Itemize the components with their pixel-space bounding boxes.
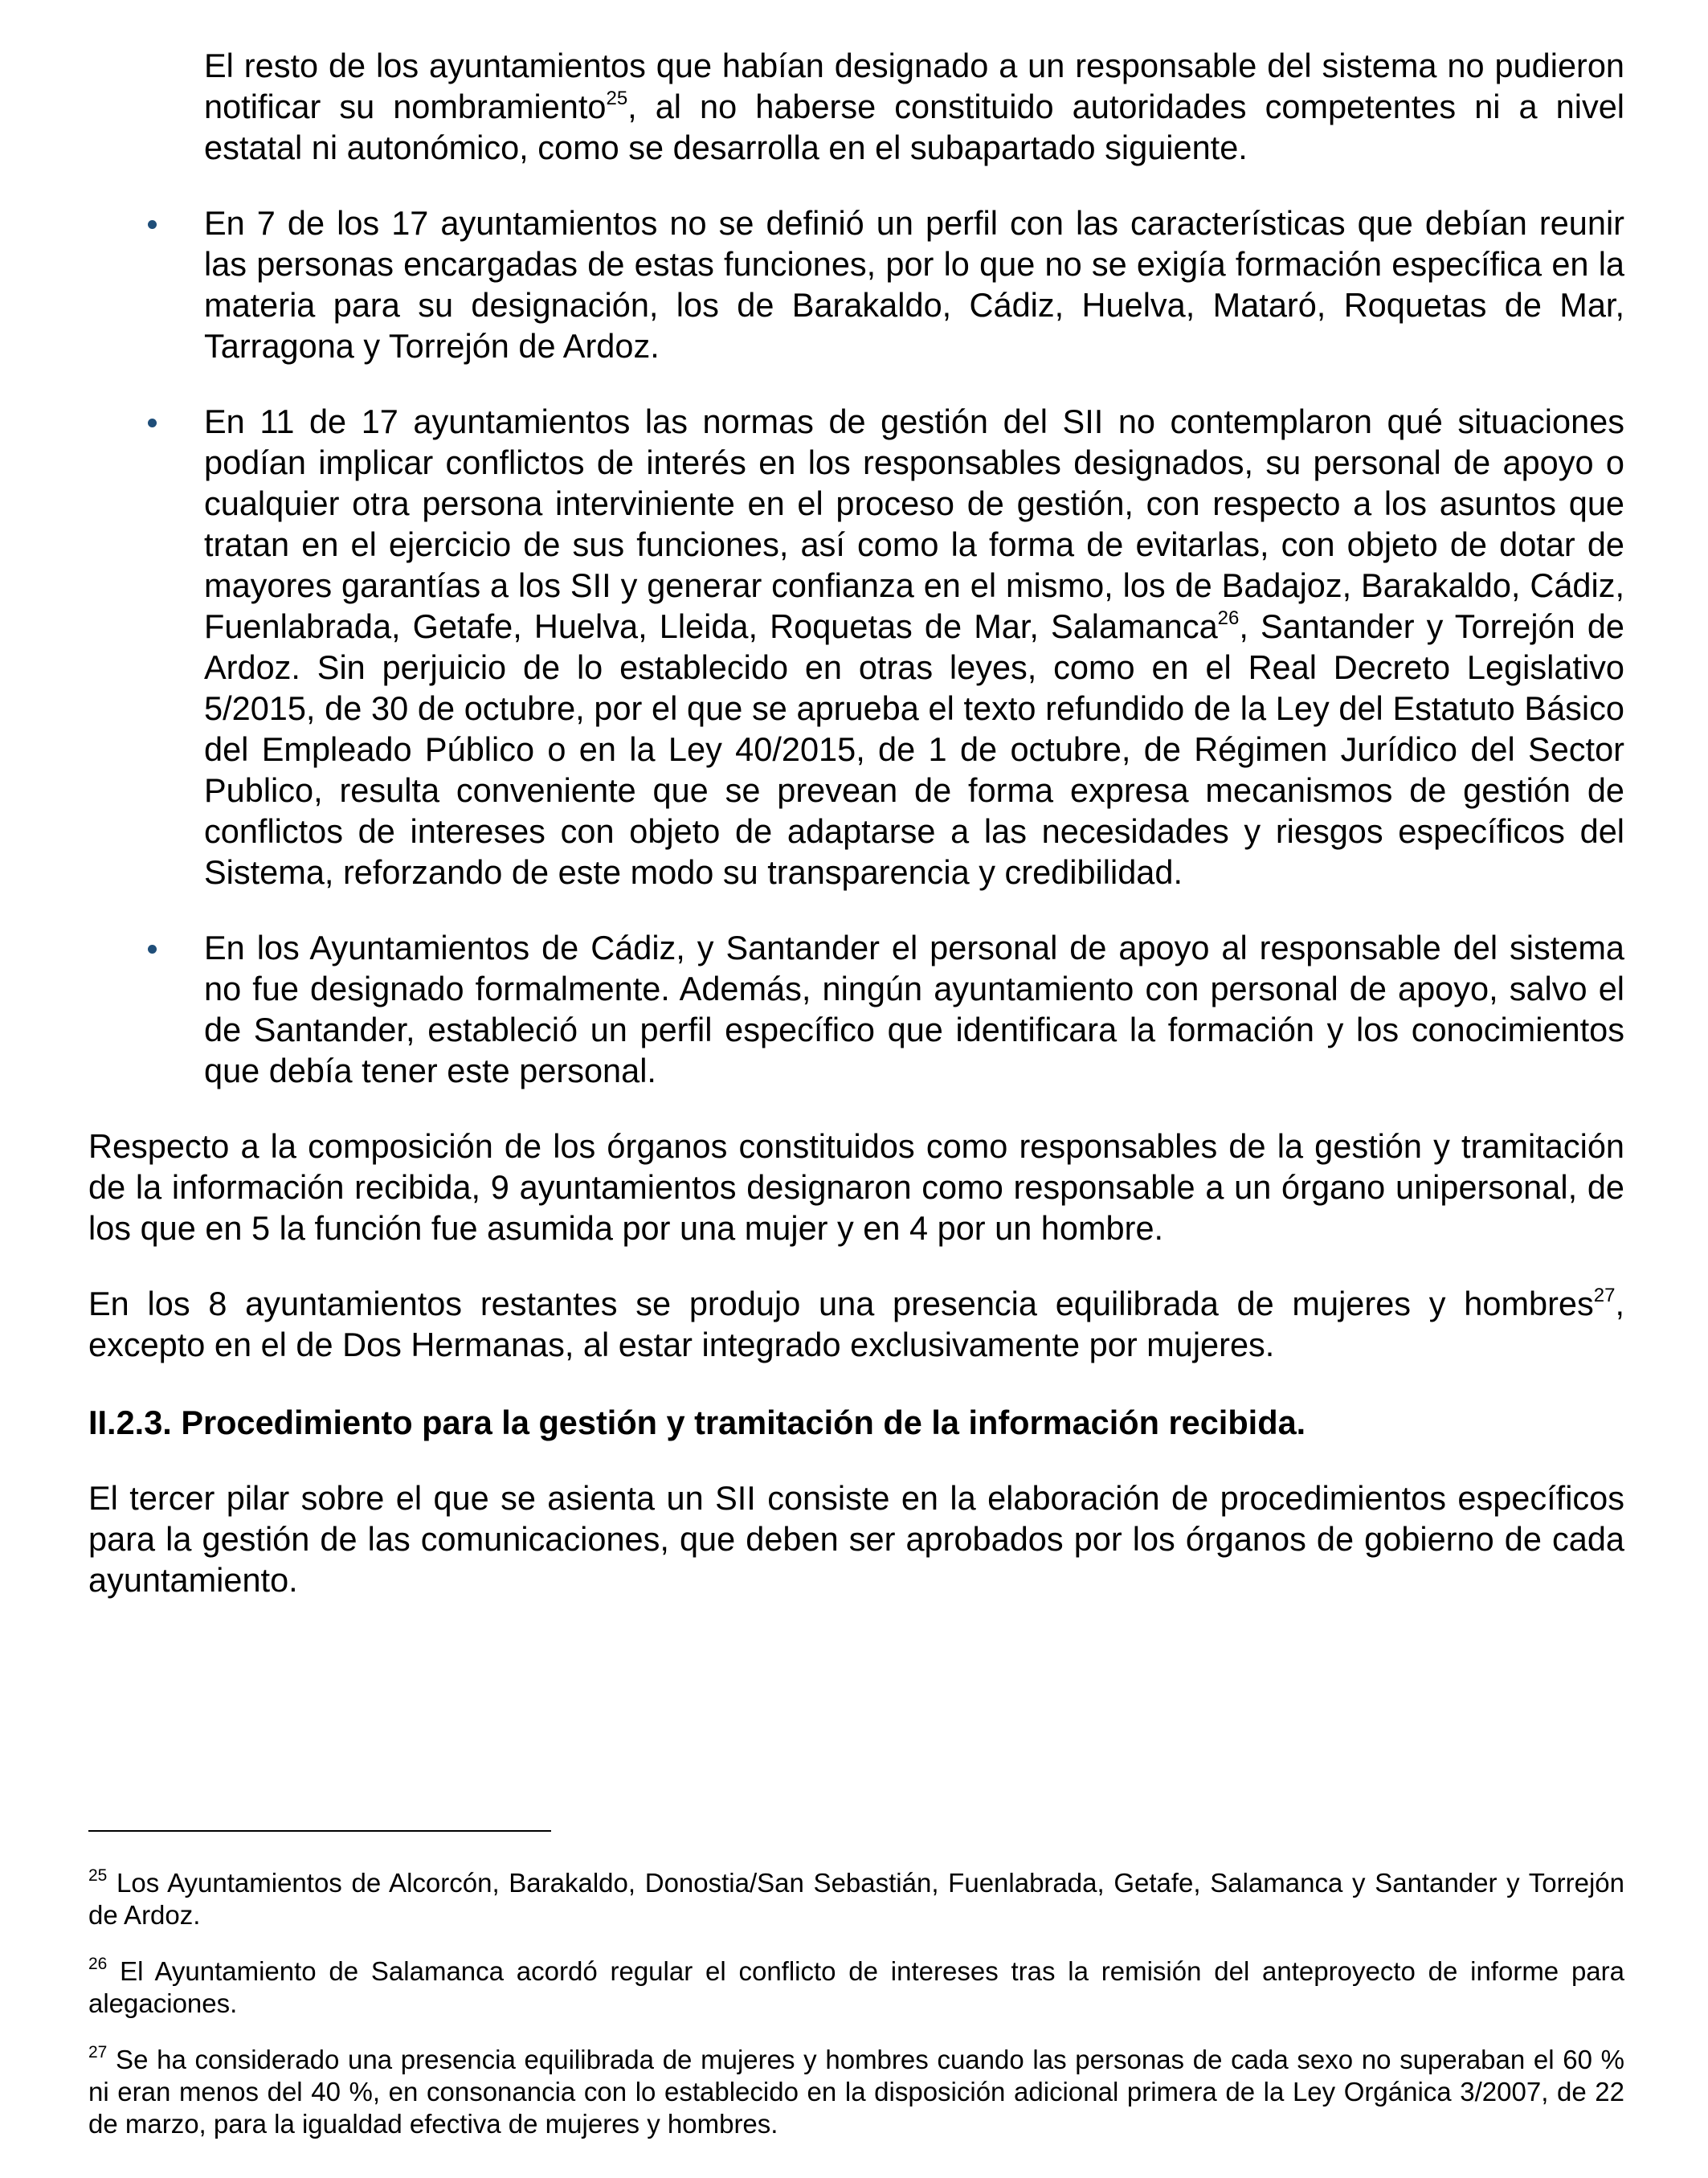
footnote-ref-26[interactable]: 26: [1217, 607, 1240, 629]
document-body: [88, 45, 1624, 1600]
paragraph-presencia-equilibrada: En los 8 ayuntamientos restantes se produjo una presencia equilibrada de mujeres y hombres$^{27}$, excepto en el de Dos Hermanas, al estar integrado exclusivamente por mujeres.: [88, 1285, 1624, 1363]
bullet-icon: [148, 419, 157, 427]
footnotes: [88, 1867, 1624, 2140]
paragraph-tercer-pilar: El tercer pilar sobre el que se asienta un SII consiste en la elaboración de procedimientos específicos para la gestión de las comunicaciones, que deben ser aprobados por los órganos de gobierno de cada ayuntamiento.: [88, 1479, 1624, 1599]
paragraph-composicion-organos: Respecto a la composición de los órganos constituidos como responsables de la gestión y tramitación de la información recibida, 9 ayuntamientos designaron como responsable a un órgano unipersonal, de los que en 5 la función fue asumida por una mujer y en 4 por un hombre.: [88, 1127, 1624, 1247]
footnote-25: $^{25}$ Los Ayuntamientos de Alcorcón, Barakaldo, Donostia/San Sebastián, Fuenlabrada, Getafe, Salamanca y Santander y Torrejón de Ardoz.: [88, 1866, 1624, 1930]
list-item-personal-apoyo: En los Ayuntamientos de Cádiz, y Santander el personal de apoyo al responsable del sistema no fue designado formalmente. Además, ningún ayuntamiento con personal de apoyo, salvo el de Santander, estableció un perfil específico que identificara la formación y los conocimientos que debía tener este personal.: [204, 927, 1624, 1091]
paragraph-responsables-notificacion: El resto de los ayuntamientos que habían designado a un responsable del sistema no pudieron notificar su nombramiento$^{25}$, al no haberse constituido autoridades competentes ni a nivel estatal ni autonómico, como se desarrolla en el subapartado siguiente.: [204, 47, 1624, 166]
footnote-26: $^{26}$ El Ayuntamiento de Salamanca acordó regular el conflicto de intereses tras la remisión del anteproyecto de informe para alegaciones.: [88, 1955, 1624, 2018]
footnote-ref-25[interactable]: 25: [606, 88, 628, 109]
footnote-separator: [88, 1830, 551, 1832]
list-item-perfil: En 7 de los 17 ayuntamientos no se definió un perfil con las características que debían reunir las personas encargadas de estas funciones, por lo que no se exigía formación específica en la materia para su designación, los de Barakaldo, Cádiz, Huelva, Mataró, Roquetas de Mar, Tarragona y Torrejón de Ardoz.: [204, 202, 1624, 366]
bullet-icon: [148, 220, 157, 229]
list-item-conflictos-interes: En 11 de 17 ayuntamientos las normas de gestión del SII no contemplaron qué situaciones podían implicar conflictos de interés en los responsables designados, su personal de apoyo o cualquier otra persona interviniente en el proceso de gestión, con respecto a los asuntos que tratan en el ejercicio de sus funciones, así como la forma de evitarlas, con objeto de dotar de mayores garantías a los SII y generar confianza en el mismo, los de Badajoz, Barakaldo, Cádiz, Fuenlabrada, Getafe, Huelva, Lleida, Roquetas de Mar, Salamanca$^{26}$, Santander y Torrejón de Ardoz. Sin perjuicio de lo establecido en otras leyes, como en el Real Decreto Legislativo 5/2015, de 30 de octubre, por el que se aprueba el texto refundido de la Ley del Estatuto Básico del Empleado Público o en la Ley 40/2015, de 1 de octubre, de Régimen Jurídico del Sector Publico, resulta conveniente que se prevean de forma expresa mecanismos de gestión de conflictos de intereses con objeto de adaptarse a las necesidades y riesgos específicos del Sistema, reforzando de este modo su transparencia y credibilidad.: [204, 401, 1624, 893]
section-heading: II.2.3. Procedimiento para la gestión y tramitación de la información recibida.: [88, 1404, 1306, 1441]
bullet-icon: [148, 945, 157, 954]
footnote-27: $^{27}$ Se ha considerado una presencia equilibrada de mujeres y hombres cuando las personas de cada sexo no superaban el 60 % ni eran menos del 40 %, en consonancia con lo establecido en la disposición adicional primera de la Ley Orgánica 3/2007, de 22 de marzo, para la igualdad efectiva de mujeres y hombres.: [88, 2043, 1624, 2139]
footnote-ref-27[interactable]: 27: [1593, 1285, 1616, 1306]
